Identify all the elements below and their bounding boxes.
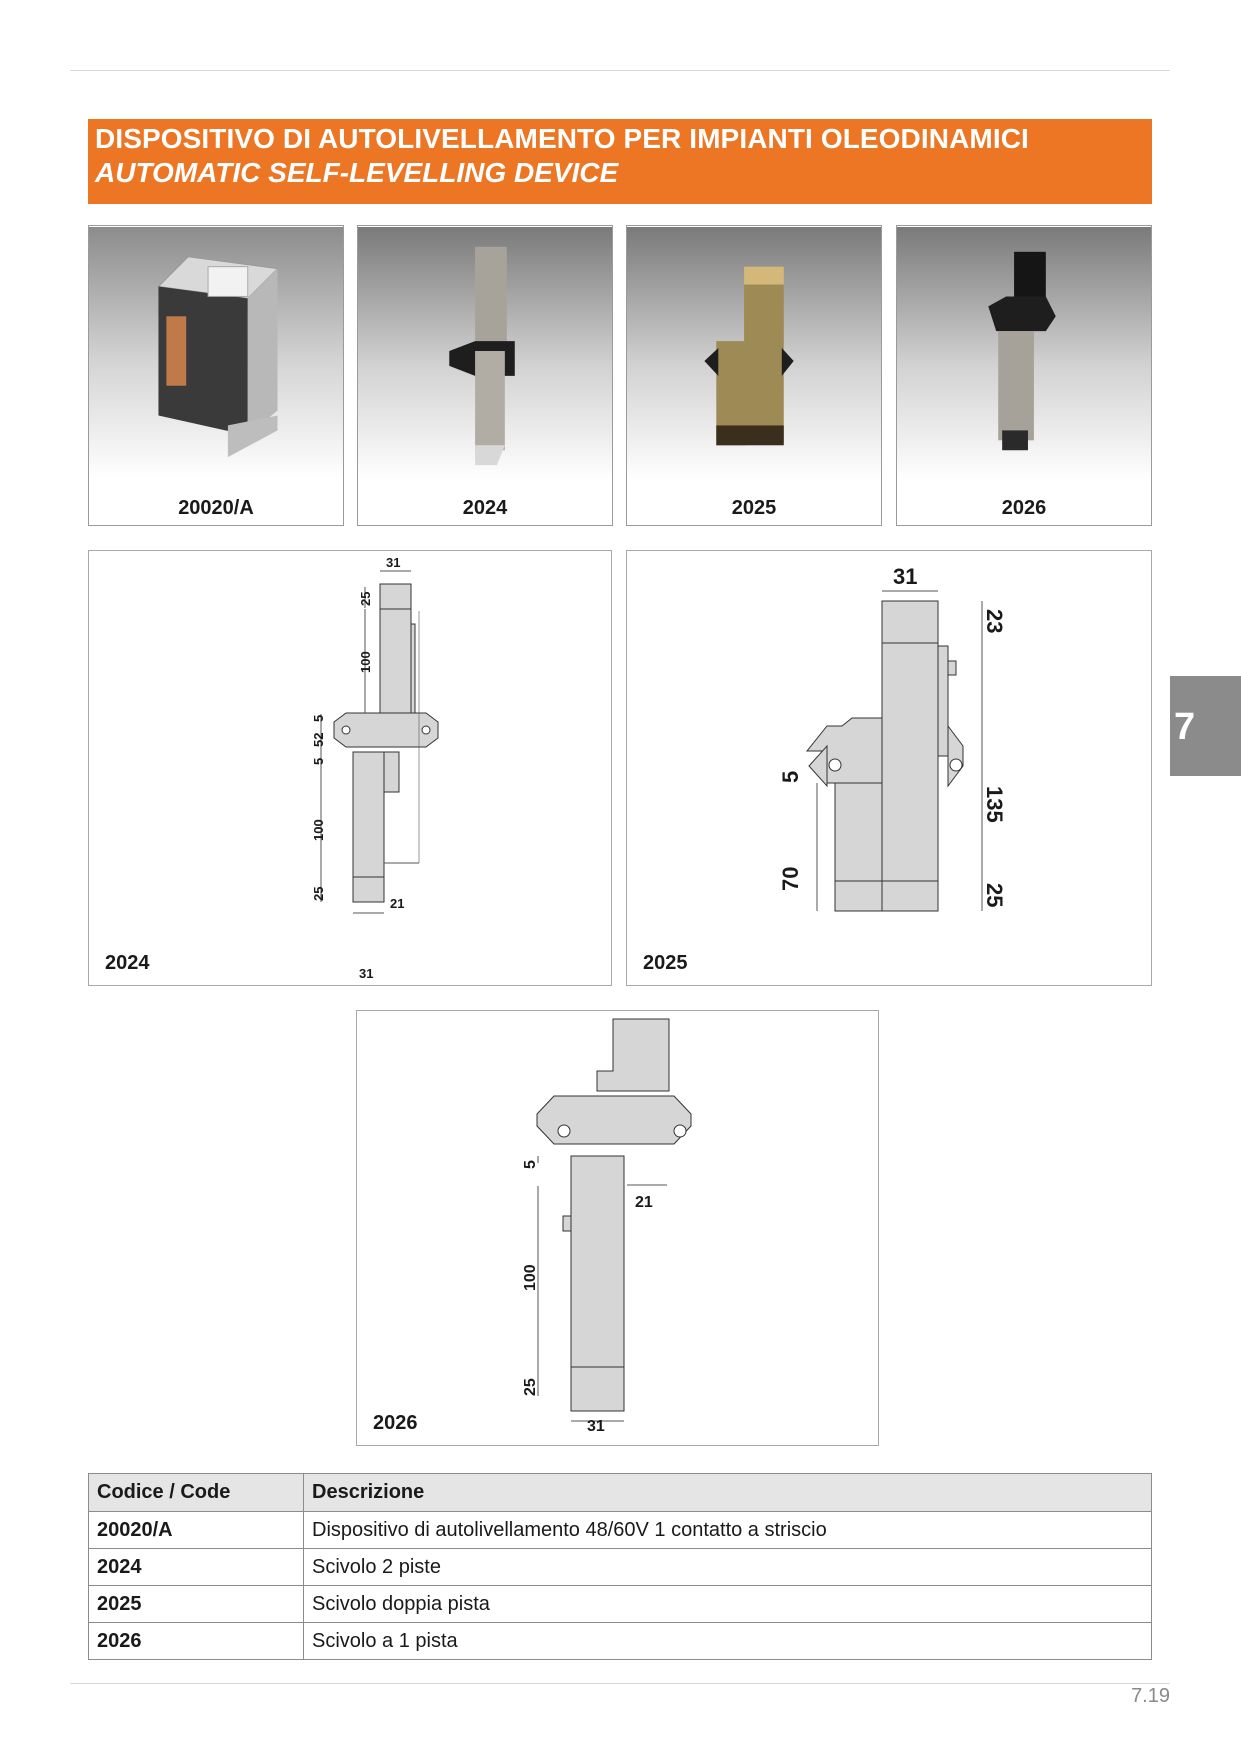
dim-width: 31	[893, 564, 918, 589]
cell-code: 20020/A	[89, 1512, 304, 1549]
dim-offset: 21	[390, 896, 405, 911]
drawing-caption: 2024	[105, 952, 150, 974]
technical-drawing-2024	[89, 551, 612, 986]
dim-plate-gap-top: 5	[311, 714, 326, 722]
table-row	[89, 1549, 1152, 1586]
dim-bottom: 25	[982, 883, 1007, 908]
bottom-rule	[70, 1683, 1170, 1684]
photo-caption: 20020/A	[178, 497, 254, 519]
dim-gap: 5	[522, 1160, 539, 1169]
title-italian: DISPOSITIVO DI AUTOLIVELLAMENTO PER IMPIANTI OLEODINAMICI	[95, 123, 1029, 154]
dim-top-width: 31	[386, 555, 401, 570]
cell-code: 2024	[89, 1549, 304, 1586]
dim-offset: 21	[635, 1194, 653, 1211]
product-photo-20020a	[89, 226, 343, 481]
dim-gap: 5	[778, 770, 803, 783]
cell-description: Scivolo a 1 pista	[304, 1623, 1152, 1660]
section-tab	[1170, 676, 1241, 776]
table-header-row	[89, 1474, 1152, 1512]
product-photo-2024	[358, 226, 612, 481]
dim-plate-gap-bottom: 5	[311, 757, 326, 765]
dim-top: 23	[982, 609, 1007, 634]
title-english: AUTOMATIC SELF-LEVELLING DEVICE	[95, 157, 619, 188]
cell-code: 2026	[89, 1623, 304, 1660]
dim-plate: 52	[311, 732, 326, 747]
dim-top-upper: 100	[358, 651, 373, 673]
photo-card-2024	[357, 225, 613, 526]
cell-description: Scivolo doppia pista	[304, 1586, 1152, 1623]
product-photo-2025	[627, 226, 881, 481]
technical-drawing-2026	[357, 1011, 879, 1446]
top-rule	[70, 70, 1170, 71]
table-row	[89, 1512, 1152, 1549]
photo-card-2026	[896, 225, 1152, 526]
photo-caption: 2026	[1001, 497, 1047, 519]
table-row	[89, 1623, 1152, 1660]
cell-description: Dispositivo di autolivellamento 48/60V 1 contatto a striscio	[304, 1512, 1152, 1549]
drawing-2025	[626, 550, 1152, 986]
section-number: 7	[1174, 706, 1196, 748]
dim-bottom-width: 31	[359, 966, 374, 981]
dim-height: 135	[982, 786, 1007, 823]
photo-card-20020a	[88, 225, 344, 526]
header-description: Descrizione	[304, 1474, 1152, 1512]
dim-lower: 70	[778, 866, 803, 891]
cell-code: 2025	[89, 1586, 304, 1623]
page-number: 7.19	[1131, 1685, 1170, 1707]
photo-caption: 2025	[731, 497, 777, 519]
drawing-2026	[356, 1010, 879, 1446]
dim-top-block: 25	[358, 591, 373, 606]
cell-description: Scivolo 2 piste	[304, 1549, 1152, 1586]
title-banner	[88, 119, 1152, 204]
dim-bottom-upper: 100	[311, 819, 326, 841]
photo-caption: 2024	[462, 497, 508, 519]
drawing-caption: 2026	[373, 1412, 418, 1434]
drawing-caption: 2025	[643, 952, 688, 974]
header-code: Codice / Code	[89, 1474, 304, 1512]
photo-card-2025	[626, 225, 882, 526]
product-photo-2026	[897, 226, 1151, 481]
drawing-2024	[88, 550, 612, 986]
dim-width: 31	[587, 1418, 605, 1435]
product-table	[88, 1473, 1152, 1660]
table-row	[89, 1586, 1152, 1623]
dim-height: 100	[522, 1264, 539, 1291]
technical-drawing-2025	[627, 551, 1152, 986]
dim-bottom-block: 25	[311, 886, 326, 901]
dim-bottom: 25	[522, 1378, 539, 1396]
